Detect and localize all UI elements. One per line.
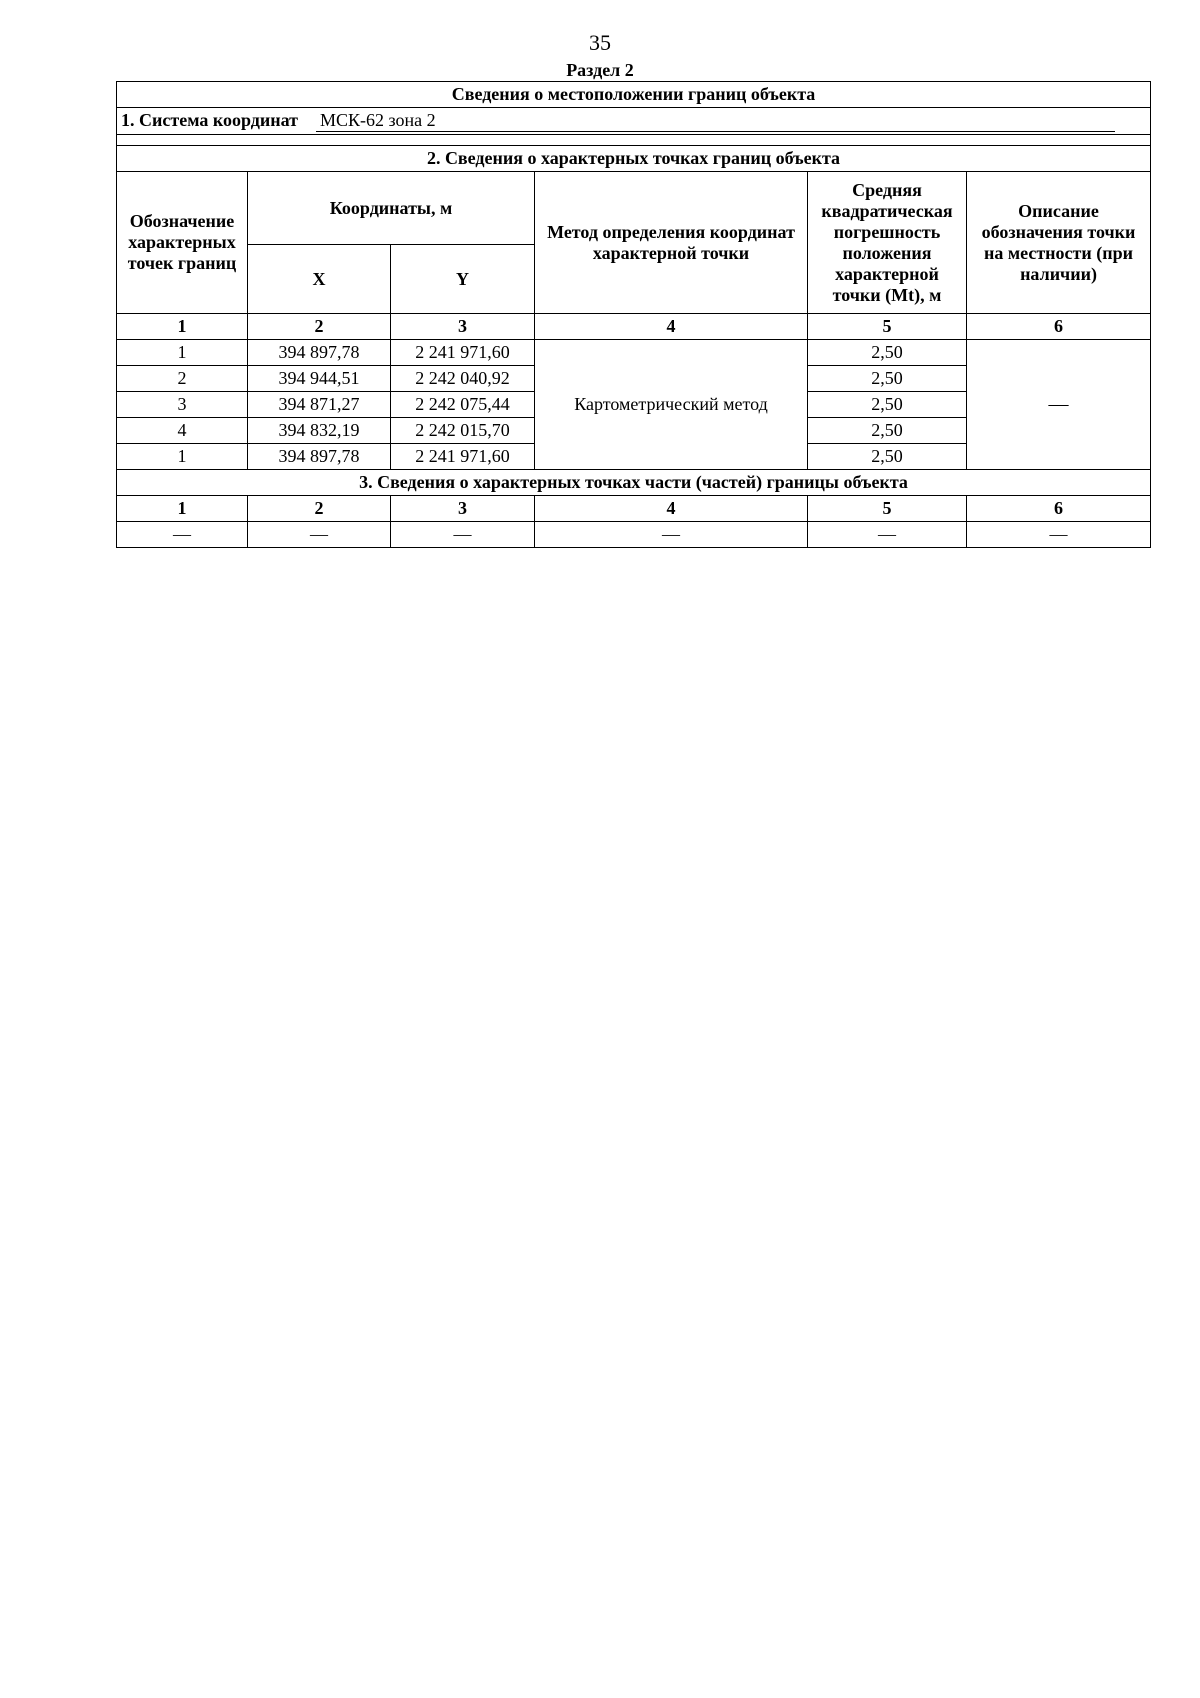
column-number: 5 <box>808 496 967 522</box>
header-error: Средняя квадратическая погрешность положения характерной точки (Mt), м <box>808 172 967 314</box>
table-row <box>117 522 1151 548</box>
section3-cell: — <box>248 522 391 548</box>
column-number: 1 <box>117 314 248 340</box>
point-y: 2 241 971,60 <box>391 340 535 366</box>
point-id: 4 <box>117 418 248 444</box>
section3-cell: — <box>808 522 967 548</box>
coordinate-system-row <box>117 108 1151 135</box>
section3-cell: — <box>967 522 1151 548</box>
column-number: 2 <box>248 496 391 522</box>
header-coordinates: Координаты, м <box>248 172 535 245</box>
column-number: 5 <box>808 314 967 340</box>
header-method: Метод определения координат характерной точки <box>535 172 808 314</box>
page-number: 35 <box>589 30 611 55</box>
point-id: 1 <box>117 444 248 470</box>
header-description: Описание обозначения точки на местности (при наличии) <box>967 172 1151 314</box>
point-x: 394 832,19 <box>248 418 391 444</box>
point-id: 2 <box>117 366 248 392</box>
spacer-row <box>117 135 1151 146</box>
section2-title: 2. Сведения о характерных точках границ объекта <box>117 146 1151 172</box>
point-y: 2 241 971,60 <box>391 444 535 470</box>
column-number: 4 <box>535 314 808 340</box>
point-id: 3 <box>117 392 248 418</box>
point-x: 394 871,27 <box>248 392 391 418</box>
section-title: Раздел 2 <box>566 60 634 80</box>
header-point-designation: Обозначение характерных точек границ <box>117 172 248 314</box>
column-number: 3 <box>391 496 535 522</box>
column-number: 2 <box>248 314 391 340</box>
point-mt: 2,50 <box>808 392 967 418</box>
section3-cell: — <box>391 522 535 548</box>
section3-title: 3. Сведения о характерных точках части (частей) границы объекта <box>117 470 1151 496</box>
column-number: 4 <box>535 496 808 522</box>
point-mt: 2,50 <box>808 340 967 366</box>
column-number: 3 <box>391 314 535 340</box>
header-y: Y <box>391 245 535 314</box>
boundary-table <box>116 81 1151 548</box>
point-y: 2 242 075,44 <box>391 392 535 418</box>
point-y: 2 242 040,92 <box>391 366 535 392</box>
point-y: 2 242 015,70 <box>391 418 535 444</box>
point-id: 1 <box>117 340 248 366</box>
point-mt: 2,50 <box>808 366 967 392</box>
table-title: Сведения о местоположении границ объекта <box>117 82 1151 108</box>
table-row <box>117 340 1151 366</box>
point-x: 394 897,78 <box>248 340 391 366</box>
point-mt: 2,50 <box>808 444 967 470</box>
column-number: 6 <box>967 496 1151 522</box>
column-number: 6 <box>967 314 1151 340</box>
coordinate-system-value: МСК-62 зона 2 <box>316 110 1115 132</box>
section3-cell: — <box>117 522 248 548</box>
section3-cell: — <box>535 522 808 548</box>
coordinate-system-label: 1. Система координат <box>121 110 298 130</box>
point-mt: 2,50 <box>808 418 967 444</box>
point-x: 394 944,51 <box>248 366 391 392</box>
method-cell: Картометрический метод <box>535 340 808 470</box>
description-cell: — <box>967 340 1151 470</box>
column-number: 1 <box>117 496 248 522</box>
point-x: 394 897,78 <box>248 444 391 470</box>
header-x: X <box>248 245 391 314</box>
